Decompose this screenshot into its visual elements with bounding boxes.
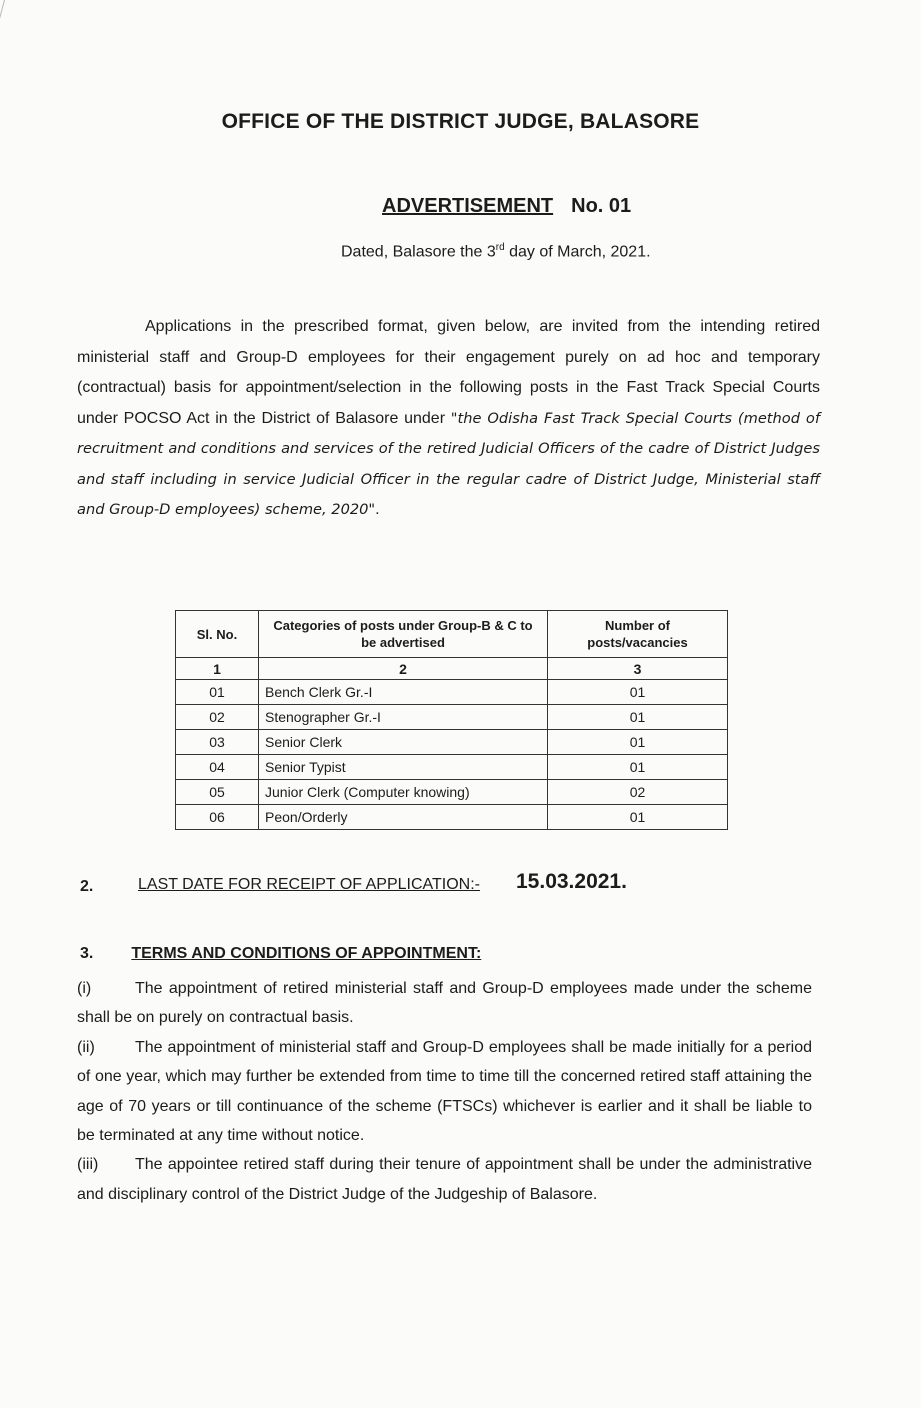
scheme-name: "the Odisha Fast Track Special Courts (method of recruitment and conditions and services of the retired Judicial Officers of the cadre of District Judges and staff including in service Judicial Officer in the regular cadre of District Judge, Ministerial staff and Group-D employees) scheme, 2020" <box>77 409 820 518</box>
last-date-value: 15.03.2021. <box>516 870 627 893</box>
term-marker: (ii) <box>77 1038 95 1056</box>
table-row <box>176 755 728 780</box>
term-marker: (iii) <box>77 1156 99 1174</box>
terms-list <box>77 974 812 1209</box>
advertisement-heading <box>382 195 631 218</box>
table-row <box>176 705 728 730</box>
term-text: The appointee retired staff during their tenure of appointment shall be under the administrative and disciplinary control of the District Judge of the Judgeship of Balasore. <box>77 1156 812 1203</box>
table-row <box>176 780 728 805</box>
term-item <box>77 1033 812 1151</box>
table-row <box>176 730 728 755</box>
vacancy-cell: 01 <box>548 680 728 705</box>
post-cell: Bench Clerk Gr.-I <box>259 680 548 705</box>
advertisement-label: ADVERTISEMENT <box>382 195 554 217</box>
sl-no-cell: 05 <box>176 780 259 805</box>
dated-prefix: Dated, Balasore the 3 <box>341 243 496 261</box>
sl-no-cell: 04 <box>176 755 259 780</box>
section-number: 3. <box>80 945 94 962</box>
intro-text: Applications in the prescribed format, given below, are invited from the intending retired ministerial staff and Group-D employees for their engagement purely on ad hoc and temporary (contractual) basis for appointment/selection in the following posts in the Fast Track Special Courts under POCSO Act in the District of Balasore under <box>77 318 820 427</box>
term-text: The appointment of ministerial staff and Group-D employees shall be made initially for a period of one year, which may further be extended from time to time till the concerned retired staff attaining the age of 70 years or till continuance of the scheme (FTSCs) whichever is earlier and it shall be liable to be terminated at any time without notice. <box>77 1038 812 1145</box>
dated-suffix: day of March, 2021. <box>504 243 651 261</box>
table-row <box>176 805 728 830</box>
vacancy-cell: 01 <box>548 730 728 755</box>
intro-paragraph <box>77 312 820 526</box>
last-date-label: LAST DATE FOR RECEIPT OF APPLICATION:- <box>138 876 480 893</box>
post-cell: Junior Clerk (Computer knowing) <box>259 780 548 805</box>
term-marker: (i) <box>77 980 92 997</box>
table-index-row <box>176 658 728 680</box>
index-cell: 1 <box>176 658 259 680</box>
sl-no-cell: 03 <box>176 730 259 755</box>
sl-no-cell: 02 <box>176 705 259 730</box>
office-title: OFFICE OF THE DISTRICT JUDGE, BALASORE <box>221 110 700 133</box>
dated-ordinal: rd <box>495 242 505 253</box>
advertisement-number: No. 01 <box>571 195 632 217</box>
section-number: 2. <box>80 878 94 895</box>
post-cell: Senior Clerk <box>259 730 548 755</box>
intro-end: . <box>375 501 380 518</box>
vacancy-cell: 02 <box>548 780 728 805</box>
term-text: The appointment of retired ministerial staff and Group-D employees made under the scheme shall be on purely on contractual basis. <box>77 980 812 1027</box>
vacancy-cell: 01 <box>548 705 728 730</box>
post-cell: Senior Typist <box>259 755 548 780</box>
index-cell: 2 <box>259 658 548 680</box>
post-cell: Stenographer Gr.-I <box>259 705 548 730</box>
vacancy-cell: 01 <box>548 755 728 780</box>
table-header-row <box>176 611 728 658</box>
sl-no-cell: 06 <box>176 805 259 830</box>
term-item <box>77 1150 812 1209</box>
header-sl-no: Sl. No. <box>176 611 259 658</box>
pen-mark <box>0 0 13 30</box>
terms-heading <box>80 945 481 963</box>
header-vacancies: Number of posts/vacancies <box>548 611 728 658</box>
sl-no-cell: 01 <box>176 680 259 705</box>
term-item <box>77 974 812 1033</box>
vacancy-cell: 01 <box>548 805 728 830</box>
posts-table <box>175 610 728 830</box>
terms-label: TERMS AND CONDITIONS OF APPOINTMENT: <box>131 945 482 962</box>
index-cell: 3 <box>548 658 728 680</box>
table-row <box>176 680 728 705</box>
post-cell: Peon/Orderly <box>259 805 548 830</box>
dated-line <box>341 242 651 261</box>
header-category: Categories of posts under Group-B & C to be advertised <box>259 611 548 658</box>
